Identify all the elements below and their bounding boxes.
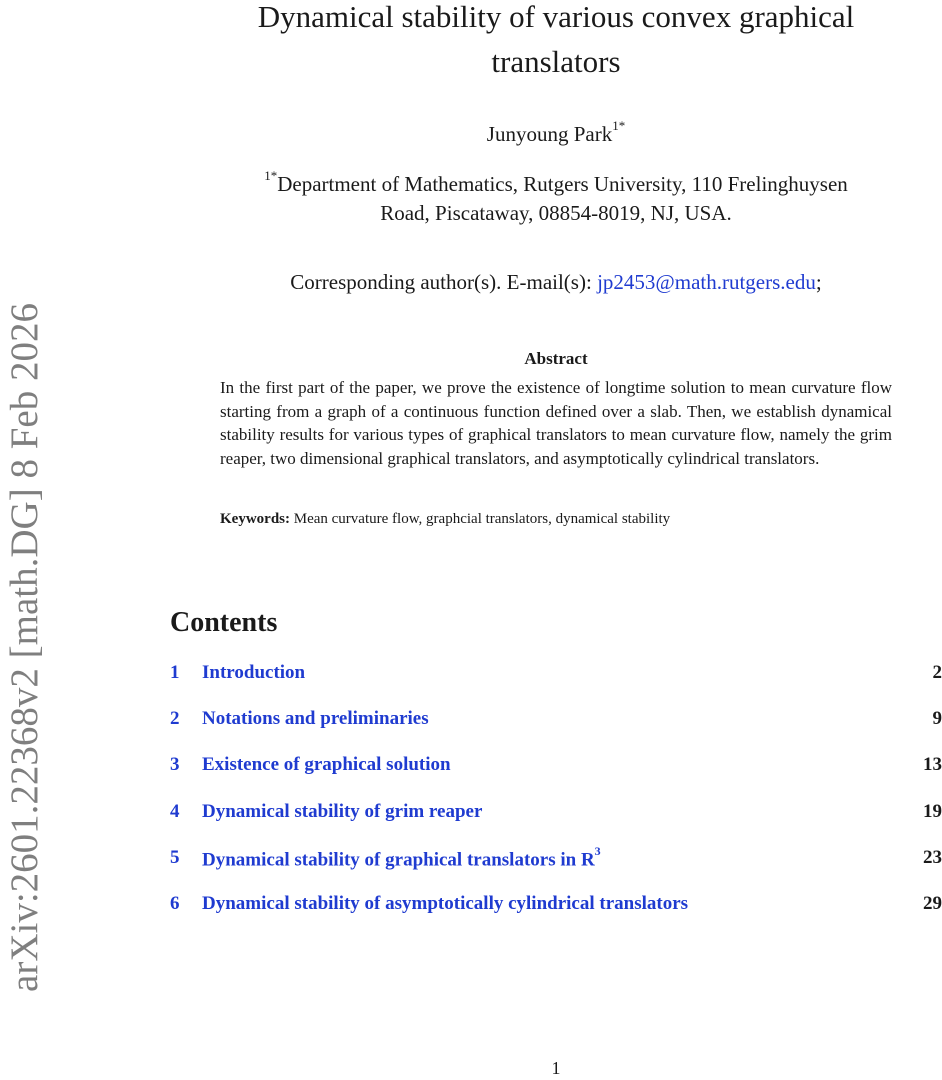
toc-entry-page[interactable]: 13	[923, 754, 942, 776]
table-of-contents	[170, 658, 942, 935]
arxiv-stamp	[2, 214, 46, 1080]
author-marker: 1*	[612, 118, 625, 133]
arxiv-stamp-text: arXiv:2601.22368v2 [math.DG] 8 Feb 2026	[2, 303, 47, 992]
toc-entry-title-superscript[interactable]: 3	[595, 844, 601, 858]
toc-entry-graphical-translators[interactable]	[170, 843, 942, 889]
corresponding-prefix: Corresponding author(s). E-mail(s):	[290, 270, 597, 294]
affiliation-line1: Department of Mathematics, Rutgers University, 110 Frelinghuysen	[277, 172, 848, 196]
toc-entry-grim-reaper[interactable]	[170, 797, 942, 843]
toc-entry-notations[interactable]	[170, 704, 942, 750]
paper-title-line1: Dynamical stability of various convex graphical	[170, 0, 942, 39]
toc-entry-number[interactable]: 6	[170, 893, 180, 915]
toc-entry-number[interactable]: 4	[170, 801, 180, 823]
toc-entry-number[interactable]: 5	[170, 847, 180, 869]
corresponding-suffix: ;	[816, 270, 822, 294]
toc-entry-page[interactable]: 29	[923, 893, 942, 915]
toc-entry-number[interactable]: 2	[170, 708, 180, 730]
toc-entry-page[interactable]: 2	[933, 662, 942, 684]
affiliation-marker: 1*	[264, 168, 277, 183]
keywords-text: Mean curvature flow, graphcial translators, dynamical stability	[290, 511, 670, 527]
toc-entry-title[interactable]	[202, 847, 601, 871]
corresponding-author	[170, 270, 942, 295]
affiliation-line2: Road, Piscataway, 08854-8019, NJ, USA.	[170, 199, 942, 228]
author	[170, 121, 942, 147]
page-number: 1	[170, 1058, 942, 1079]
toc-entry-number[interactable]: 3	[170, 754, 180, 776]
toc-entry-title[interactable]: Introduction	[202, 662, 305, 684]
contents-heading: Contents	[170, 607, 277, 639]
toc-entry-title[interactable]: Dynamical stability of asymptotically cylindrical translators	[202, 893, 688, 915]
affiliation	[170, 164, 942, 228]
toc-entry-title[interactable]: Dynamical stability of grim reaper	[202, 801, 482, 823]
toc-entry-page[interactable]: 9	[933, 708, 942, 730]
toc-entry-number[interactable]: 1	[170, 662, 180, 684]
toc-entry-page[interactable]: 19	[923, 801, 942, 823]
toc-entry-page[interactable]: 23	[923, 847, 942, 869]
paper-title	[170, 0, 942, 84]
toc-entry-introduction[interactable]	[170, 658, 942, 704]
abstract-heading: Abstract	[220, 349, 892, 369]
toc-entry-title[interactable]: Existence of graphical solution	[202, 754, 451, 776]
abstract-body: In the first part of the paper, we prove the existence of longtime solution to mean curvature flow starting from a graph of a continuous function defined over a slab. Then, we establish dynamical stability results for various types of graphical translators to mean curvature flow, namely the grim reaper, two dimensional graphical translators, and asymptotically cylindrical translators.	[220, 376, 892, 470]
toc-entry-existence[interactable]	[170, 750, 942, 796]
toc-entry-title-text[interactable]: Dynamical stability of graphical translators in R	[202, 849, 595, 870]
keywords-label: Keywords:	[220, 511, 290, 527]
toc-entry-cylindrical-translators[interactable]	[170, 889, 942, 935]
keywords	[220, 511, 892, 528]
email-link[interactable]: jp2453@math.rutgers.edu	[597, 270, 816, 294]
toc-entry-title[interactable]: Notations and preliminaries	[202, 708, 429, 730]
paper-title-line2: translators	[170, 39, 942, 84]
author-name: Junyoung Park	[487, 122, 612, 146]
